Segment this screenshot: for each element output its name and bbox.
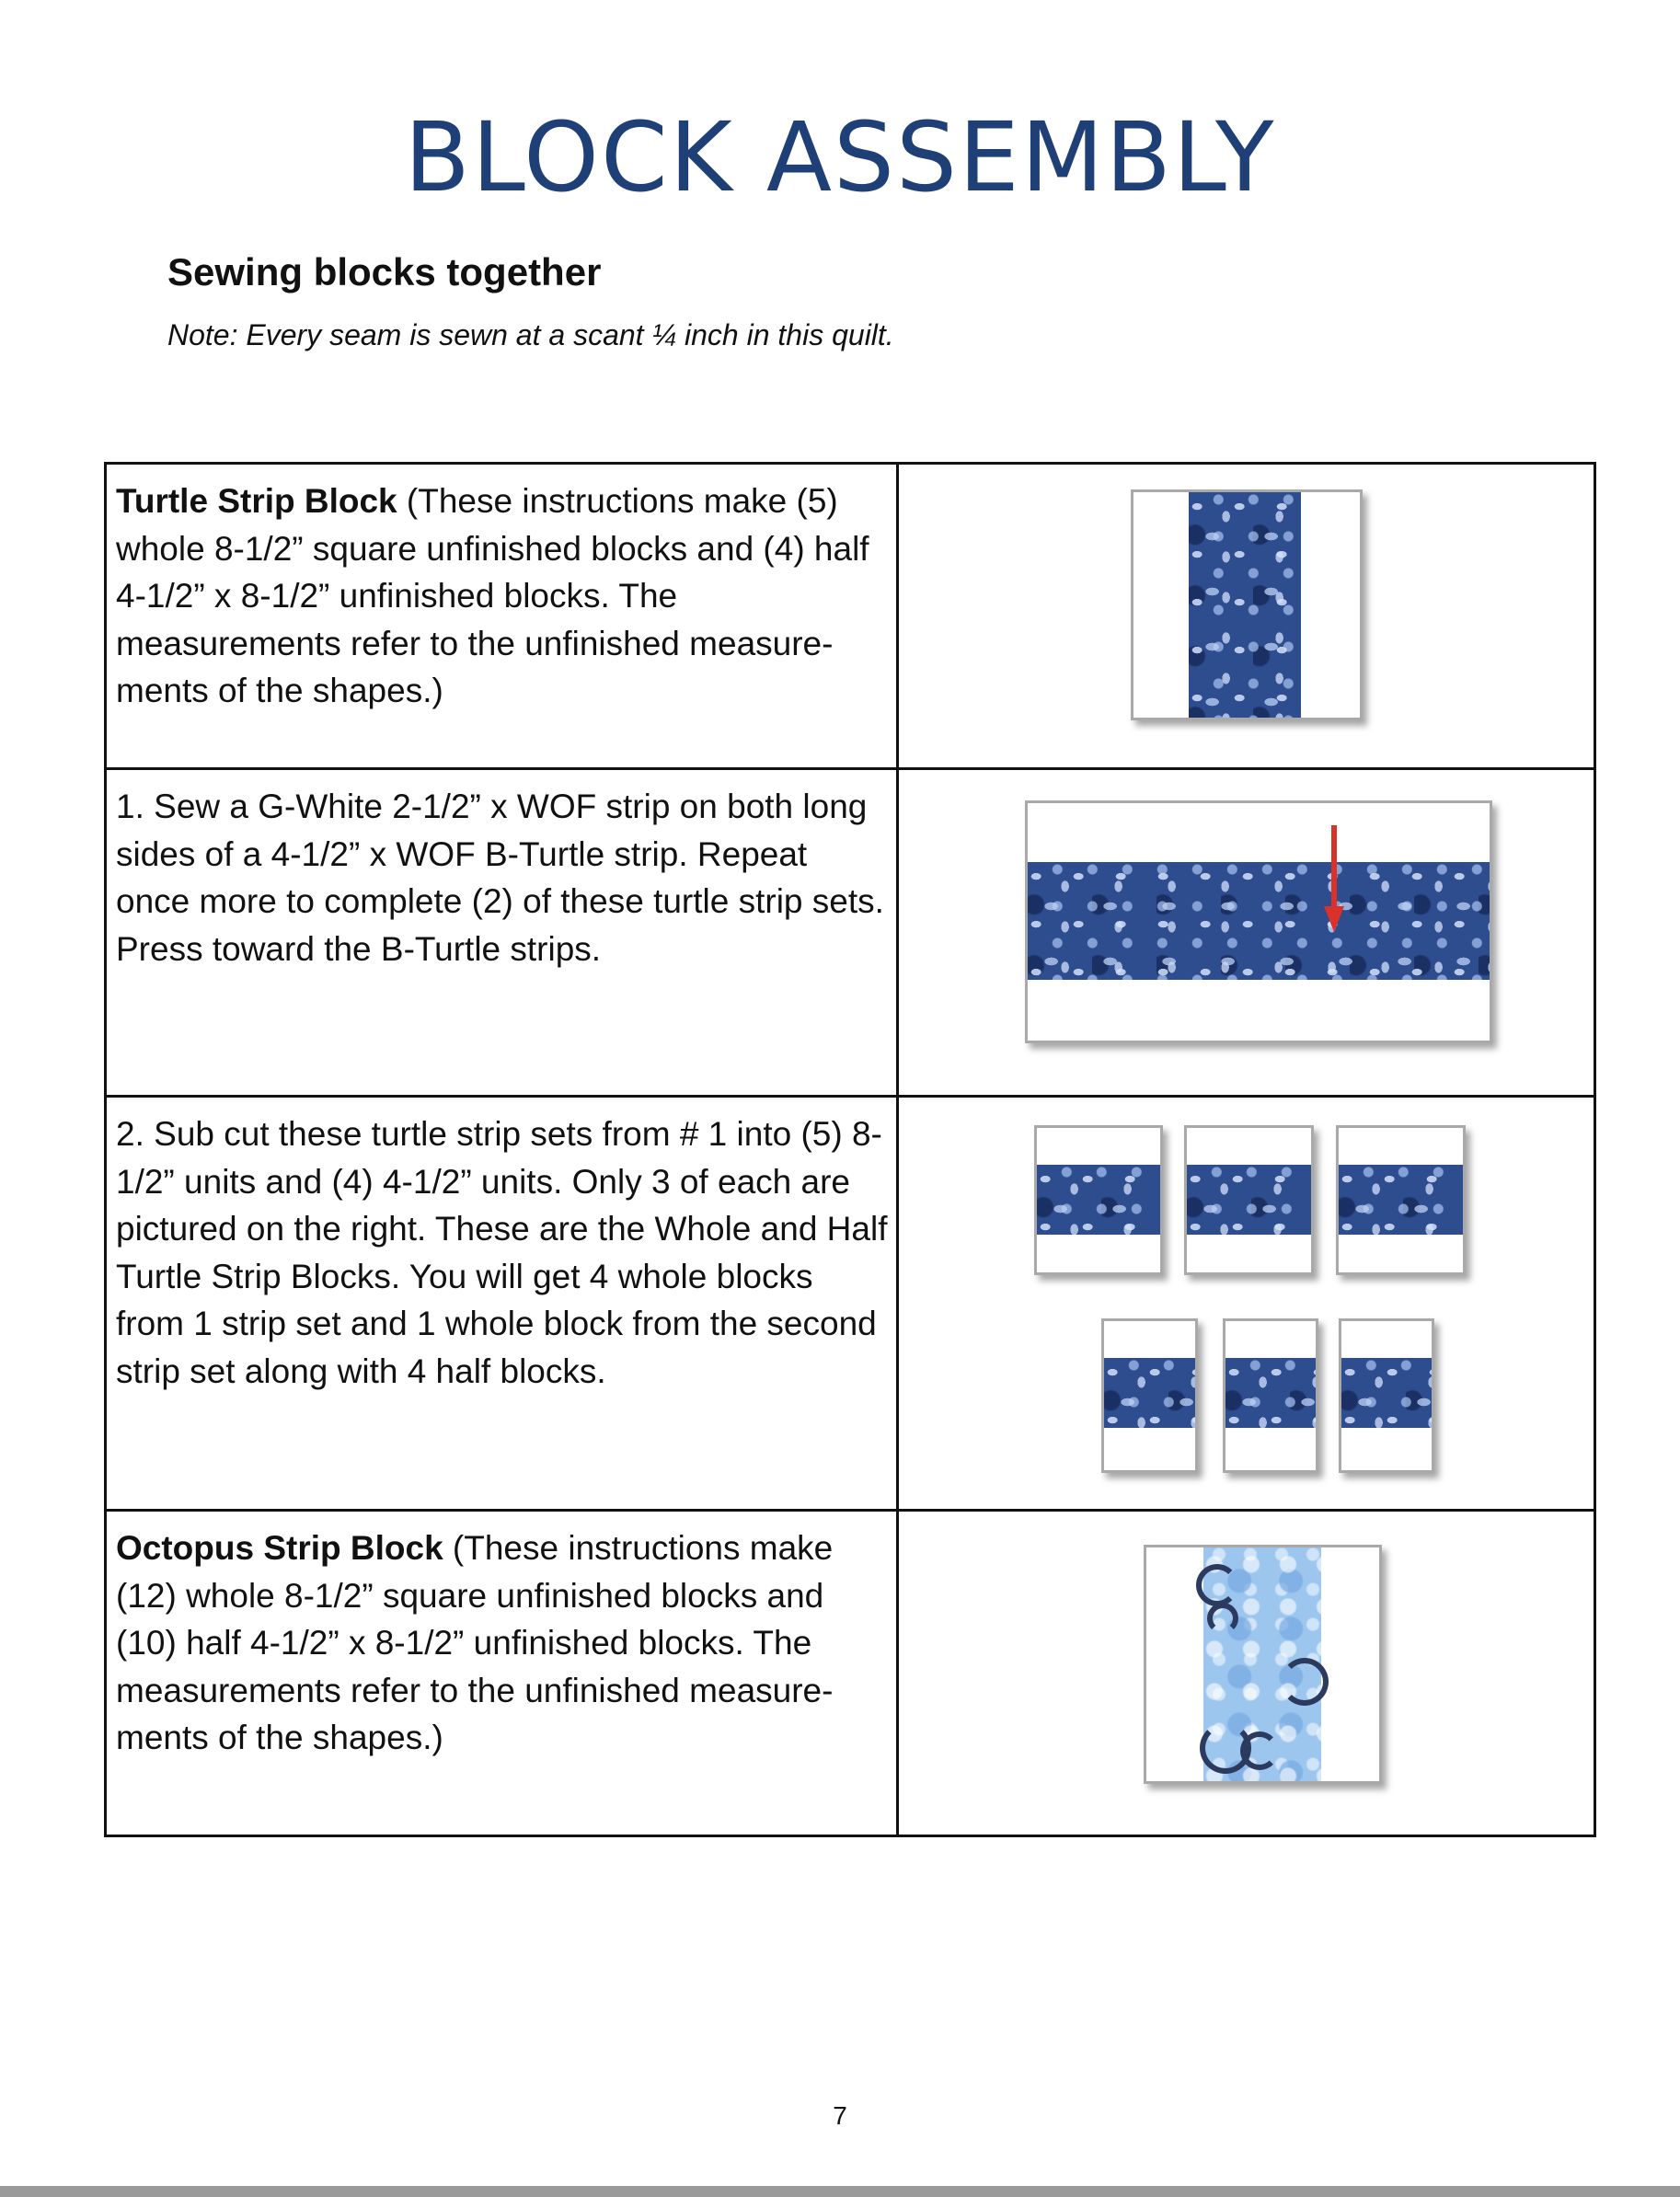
octopus-tentacle-shape xyxy=(1281,1658,1329,1706)
table-row xyxy=(106,769,1595,1097)
turtle-fabric-strip xyxy=(1189,492,1301,718)
octopus-strip-block-image xyxy=(1144,1545,1382,1784)
turtle-fabric-strip xyxy=(1037,1165,1160,1235)
illustration-cell xyxy=(898,464,1595,769)
turtle-fabric-strip xyxy=(1104,1358,1195,1428)
whole-turtle-block-image xyxy=(1336,1125,1466,1275)
arrow-down-icon xyxy=(1322,825,1346,936)
block-name: Turtle Strip Block xyxy=(116,482,397,520)
illustration-cell xyxy=(898,769,1595,1097)
octopus-tentacle-shape xyxy=(1207,1603,1238,1634)
table-row xyxy=(106,464,1595,769)
illustration-cell xyxy=(898,1097,1595,1511)
page-number: 7 xyxy=(833,2101,847,2130)
instruction-text: 1. Sew a G-White 2-1/2” x WOF strip on both long sides of a 4-1/2” x WOF B-Turtle strip. Repeat once more to complete (2) of these turtle strip sets. Press toward the B-Turtle strips. xyxy=(116,788,884,968)
page-title: BLOCK ASSEMBLY xyxy=(404,101,1276,213)
octopus-tentacle-shape xyxy=(1196,1564,1238,1606)
instructions-table xyxy=(104,462,1596,1837)
whole-turtle-block-image xyxy=(1184,1125,1314,1275)
turtle-strip-block-image xyxy=(1131,489,1363,720)
half-turtle-block-image xyxy=(1223,1318,1318,1473)
section-heading: Sewing blocks together xyxy=(167,250,602,293)
half-turtle-block-image xyxy=(1101,1318,1198,1473)
turtle-fabric-strip xyxy=(1187,1165,1311,1235)
turtle-fabric-strip xyxy=(1028,862,1490,980)
illustration-cell xyxy=(898,1511,1595,1836)
turtle-fabric-strip xyxy=(1341,1358,1432,1428)
instruction-cell xyxy=(106,769,898,1097)
bottom-bar xyxy=(0,2186,1680,2197)
instruction-text: (These instructions make (12) whole 8-1/2” square unfinished blocks and (10) half 4-1/2” x 8-1/2” unfinished blocks. The measurements refer to the unfinished measure-ments of the shapes.) xyxy=(116,1529,834,1756)
turtle-fabric-strip xyxy=(1339,1165,1463,1235)
instruction-text: 2. Sub cut these turtle strip sets from # 1 into (5) 8-1/2” units and (4) 4-1/2” units. Only 3 of each are pictured on the right. These are the Whole and Half Turtle Strip Blocks. You will get 4 whole blocks from 1 strip set and 1 whole block from the second strip set along with 4 half blocks. xyxy=(116,1115,888,1390)
whole-turtle-block-image xyxy=(1034,1125,1163,1275)
octopus-tentacle-shape xyxy=(1240,1731,1279,1770)
instruction-cell xyxy=(106,464,898,769)
seam-note: Note: Every seam is sewn at a scant ¼ inch in this quilt. xyxy=(167,318,894,351)
instruction-text: (These instructions make (5) whole 8-1/2” square unfinished blocks and (4) half 4-1/2” x 8-1/2” unfinished blocks. The measurements refer to the unfinished measure-ments of the shapes.) xyxy=(116,482,869,709)
table-row xyxy=(106,1097,1595,1511)
turtle-strip-set-image xyxy=(1025,800,1492,1043)
instruction-cell xyxy=(106,1097,898,1511)
block-name: Octopus Strip Block xyxy=(116,1529,443,1567)
octopus-fabric-strip xyxy=(1203,1547,1321,1781)
table-row xyxy=(106,1511,1595,1836)
turtle-fabric-strip xyxy=(1225,1358,1316,1428)
half-turtle-block-image xyxy=(1339,1318,1434,1473)
instruction-cell xyxy=(106,1511,898,1836)
